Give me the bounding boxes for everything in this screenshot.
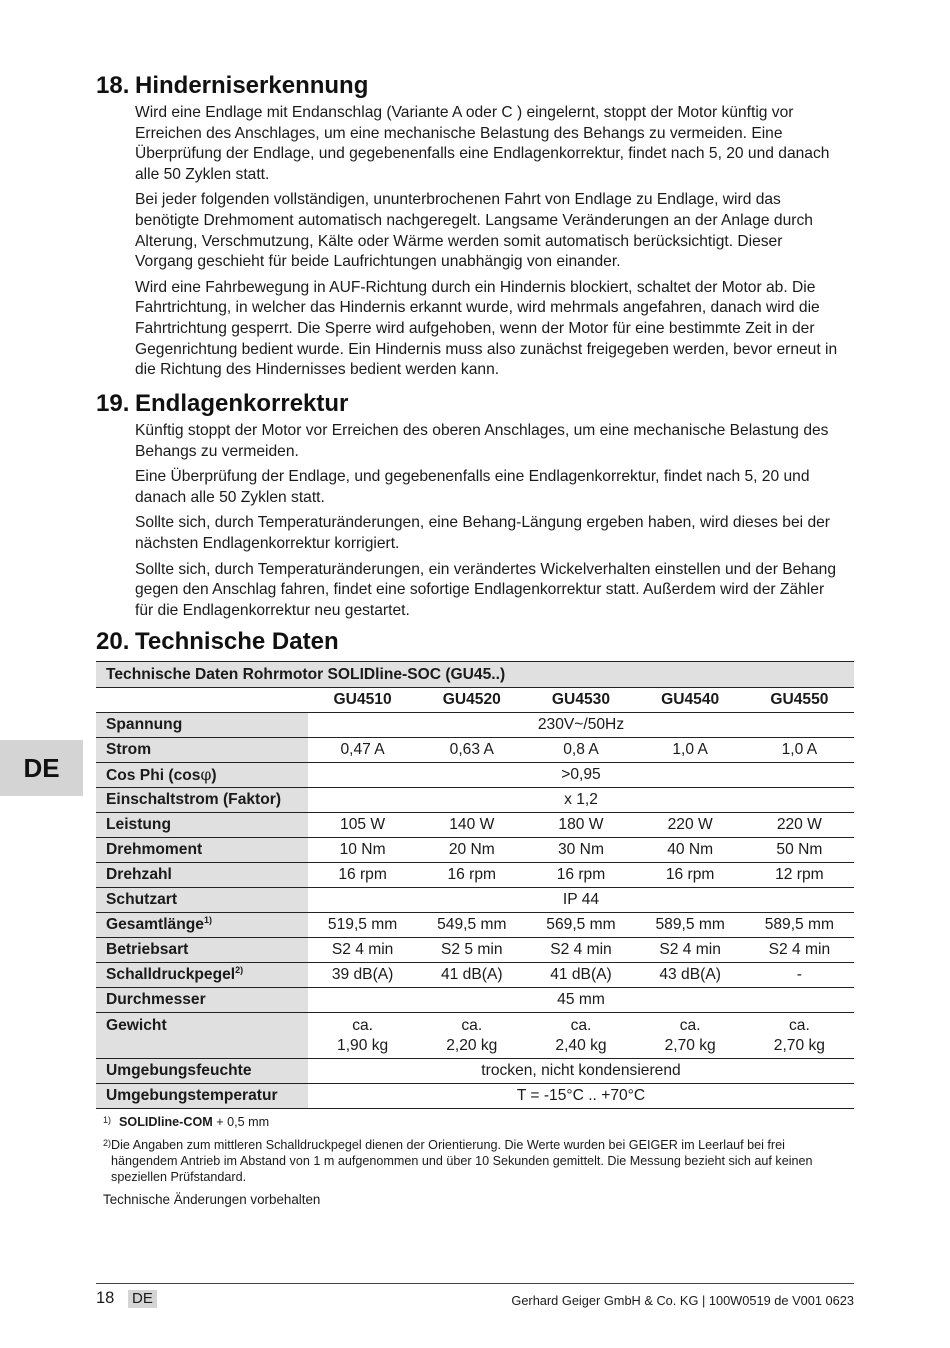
table-row xyxy=(96,1084,854,1109)
page-number: 18 xyxy=(96,1289,115,1307)
paragraph: Bei jeder folgenden vollständigen, ununterbrochenen Fahrt von Endlage zu Endlage, wird das benötigte Drehmoment automatisch nachgeregelt. Langsame Veränderungen an der Anlage durch Alterung, Verschmutzung, Kälte oder Wärme werden somit automatisch berücksichtigt. Dieser Vorgang geschieht für beide Laufrichtungen unabhängig von einander. xyxy=(135,191,813,271)
table-title-row xyxy=(96,662,854,688)
section-hinderniserkennung xyxy=(96,72,841,386)
footnote-mark: 1) xyxy=(103,1115,112,1125)
section-number: 20. xyxy=(96,628,130,655)
table-cell: 45 mm xyxy=(557,991,605,1008)
table-cell: 10 Nm xyxy=(339,841,386,858)
technical-data-table xyxy=(96,661,854,1109)
cell-line: ca. xyxy=(570,1017,592,1034)
table-cell: 549,5 mm xyxy=(437,916,507,933)
column-header: GU4530 xyxy=(551,691,611,708)
footnote xyxy=(103,1114,823,1130)
table-header-row xyxy=(96,688,854,713)
table-cell: 41 dB(A) xyxy=(550,966,612,983)
table-cell: 30 Nm xyxy=(558,841,604,858)
row-label-text: Cos Phi (cos xyxy=(106,766,201,784)
table-row xyxy=(96,888,854,913)
table-cell: 0,8 A xyxy=(563,741,599,758)
table-row xyxy=(96,763,854,788)
cell-line: ca. xyxy=(461,1017,483,1034)
row-label: Spannung xyxy=(96,713,308,738)
footnote-text: Die Angaben zum mittleren Schalldruckpegel dienen der Orientierung. Die Werte wurden bei GEIGER im Leerlauf bei frei hängendem Antrieb im Abstand von 1 m aufgenommen und über 10 Sekunden gemittelt. Die Messung bezieht sich auf keinen speziellen Prüfstandard. xyxy=(111,1138,813,1184)
row-label: Gewicht xyxy=(96,1013,308,1059)
row-label: Schutzart xyxy=(96,888,308,913)
table-cell: 12 rpm xyxy=(775,866,824,883)
row-label-text: Schalldruckpegel xyxy=(106,966,236,983)
header-empty-cell xyxy=(96,688,308,713)
section-title: Hinderniserkennung xyxy=(135,72,369,99)
section-heading xyxy=(96,628,841,656)
table-cell: trocken, nicht kondensierend xyxy=(481,1062,681,1079)
section-number: 19. xyxy=(96,390,130,417)
table-row xyxy=(96,738,854,763)
table-cell: S2 5 min xyxy=(441,941,503,958)
table-cell: 1,0 A xyxy=(672,741,708,758)
section-number: 18. xyxy=(96,72,130,99)
table-cell: 589,5 mm xyxy=(655,916,725,933)
footer-divider xyxy=(96,1283,854,1284)
footnote-ref: 2) xyxy=(235,964,244,975)
section-heading xyxy=(96,390,841,418)
table-cell: 140 W xyxy=(449,816,495,833)
cell-line: 2,70 kg xyxy=(664,1037,716,1054)
table-cell xyxy=(745,1013,854,1059)
footer-company-doc: Gerhard Geiger GmbH & Co. KG | 100W0519 de V001 0623 xyxy=(511,1293,854,1308)
table-row xyxy=(96,988,854,1013)
table-row xyxy=(96,813,854,838)
table-row xyxy=(96,1059,854,1084)
table-cell xyxy=(636,1013,745,1059)
table-cell: 1,0 A xyxy=(781,741,818,758)
row-label: Umgebungsfeuchte xyxy=(96,1059,308,1084)
table-row xyxy=(96,713,854,738)
table-row xyxy=(96,863,854,888)
table-cell xyxy=(526,1013,635,1059)
table-cell: T = -15°C .. +70°C xyxy=(516,1087,646,1104)
table-row xyxy=(96,938,854,963)
table-cell: >0,95 xyxy=(561,766,601,783)
row-label: Umgebungstemperatur xyxy=(96,1084,308,1109)
table-cell: x 1,2 xyxy=(564,791,598,808)
table-row xyxy=(96,788,854,813)
footnote-rest: + 0,5 mm xyxy=(212,1115,270,1129)
row-label xyxy=(96,763,308,788)
row-label: Drehmoment xyxy=(96,838,308,863)
row-label: Durchmesser xyxy=(96,988,308,1013)
table-cell: 43 dB(A) xyxy=(659,966,721,983)
table-cell: IP 44 xyxy=(562,891,600,908)
table-row xyxy=(96,963,854,988)
reserved-note: Technische Änderungen vorbehalten xyxy=(103,1192,321,1207)
table-cell: 105 W xyxy=(340,816,386,833)
table-row xyxy=(96,1013,854,1059)
table-cell: 20 Nm xyxy=(448,841,495,858)
table-cell: - xyxy=(796,966,802,983)
column-header: GU4510 xyxy=(333,691,392,708)
table-cell xyxy=(308,1013,417,1059)
row-label xyxy=(96,963,308,988)
table-cell: 589,5 mm xyxy=(764,916,835,933)
cell-line: 2,20 kg xyxy=(446,1037,498,1054)
table-cell: 0,63 A xyxy=(449,741,494,758)
cell-line: ca. xyxy=(788,1017,810,1034)
cell-line: ca. xyxy=(352,1017,373,1034)
table-cell: 220 W xyxy=(667,816,713,833)
row-label: Strom xyxy=(96,738,308,763)
row-label: Betriebsart xyxy=(96,938,308,963)
section-heading xyxy=(96,72,841,100)
paragraph: Eine Überprüfung der Endlage, und gegebenenfalls eine Endlagenkorrektur, findet nach 5, 20 und danach alle 50 Zyklen statt. xyxy=(135,468,810,506)
footer-language-badge: DE xyxy=(128,1290,157,1308)
column-header: GU4520 xyxy=(442,691,501,708)
cell-line: 2,40 kg xyxy=(555,1037,607,1054)
table-cell: 16 rpm xyxy=(665,866,715,883)
footnote xyxy=(103,1137,823,1185)
footnote-mark: 2) xyxy=(103,1138,112,1148)
footnote-ref: 1) xyxy=(203,914,212,925)
row-label: Einschaltstrom (Faktor) xyxy=(96,788,308,813)
table-cell: 40 Nm xyxy=(667,841,714,858)
row-label: Leistung xyxy=(96,813,308,838)
table-cell: S2 4 min xyxy=(659,941,721,958)
table-cell: 230V~/50Hz xyxy=(537,716,625,733)
table-cell: S2 4 min xyxy=(550,941,612,958)
table-cell: 220 W xyxy=(776,816,822,833)
table-cell: S2 4 min xyxy=(768,941,831,958)
cell-line: 2,70 kg xyxy=(773,1037,825,1054)
section-title: Technische Daten xyxy=(135,628,339,655)
paragraph: Sollte sich, durch Temperaturänderungen, eine Behang-Längung ergeben haben, wird dieses bei der nächsten Endlagenkorrektur korrigiert. xyxy=(135,514,830,552)
language-tab: DE xyxy=(0,740,83,796)
row-label-suffix: ) xyxy=(211,766,217,784)
row-label: Drehzahl xyxy=(96,863,308,888)
section-title: Endlagenkorrektur xyxy=(135,390,349,417)
table-cell: 519,5 mm xyxy=(327,916,398,933)
cell-line: 1,90 kg xyxy=(337,1037,389,1054)
table-cell: 50 Nm xyxy=(776,841,823,858)
table-cell: S2 4 min xyxy=(331,941,394,958)
section-endlagenkorrektur xyxy=(96,390,841,626)
table-cell: 16 rpm xyxy=(556,866,606,883)
paragraph: Sollte sich, durch Temperaturänderungen, ein verändertes Wickelverhalten einstellen und der Behang gegen den Anschlag fahren, findet eine sofortige Endlagenkorrektur statt. Außerdem wird der Zähler für die Endlagenkorrektur neu gestartet. xyxy=(135,560,836,619)
paragraph: Wird eine Fahrbewegung in AUF-Richtung durch ein Hindernis blockiert, schaltet der Motor ab. Die Fahrtrichtung, in welcher das Hindernis erkannt wurde, wird mehrmals angefahren, danach wird die Fahrtrichtung gesperrt. Die Sperre wird aufgehoben, wenn der Motor für eine bestimmte Zeit in der Gegenrichtung bedient wurde. Ein Hindernis muss also zunächst freigegeben werden, bevor erneut in die Richtung des Hindernisses bedient werden kann. xyxy=(135,278,838,379)
table-title: Technische Daten Rohrmotor SOLIDline-SOC (GU45..) xyxy=(96,662,854,688)
column-header: GU4540 xyxy=(661,691,720,708)
cell-line: ca. xyxy=(679,1017,701,1034)
table-cell: 39 dB(A) xyxy=(331,966,394,983)
phi-symbol: φ xyxy=(200,765,212,784)
table-cell: 0,47 A xyxy=(340,741,385,758)
column-header: GU4550 xyxy=(770,691,829,708)
footnote-strong: SOLIDline-COM xyxy=(119,1115,213,1129)
table-row xyxy=(96,913,854,938)
footnote-text xyxy=(119,1114,269,1130)
section-technische-daten xyxy=(96,628,841,659)
table-cell xyxy=(417,1013,526,1059)
paragraph: Künftig stoppt der Motor vor Erreichen des oberen Anschlages, um eine mechanische Belastung des Behangs zu vermeiden. xyxy=(135,422,829,460)
table-cell: 180 W xyxy=(558,816,604,833)
paragraph: Wird eine Endlage mit Endanschlag (Variante A oder C ) eingelernt, stoppt der Motor künftig vor Erreichen des Anschlages, um eine mechanische Belastung des Behangs zu vermeiden. Eine Überprüfung der Endlage, und gegebenenfalls eine Endlagenkorrektur, findet nach 5, 20 und danach alle 50 Zyklen statt. xyxy=(135,104,830,183)
table-row xyxy=(96,838,854,863)
table-cell: 41 dB(A) xyxy=(441,966,503,983)
table-cell: 16 rpm xyxy=(447,866,497,883)
table-cell: 569,5 mm xyxy=(546,916,616,933)
row-label-text: Gesamtlänge xyxy=(106,916,204,933)
row-label xyxy=(96,913,308,938)
table-cell: 16 rpm xyxy=(338,866,387,883)
